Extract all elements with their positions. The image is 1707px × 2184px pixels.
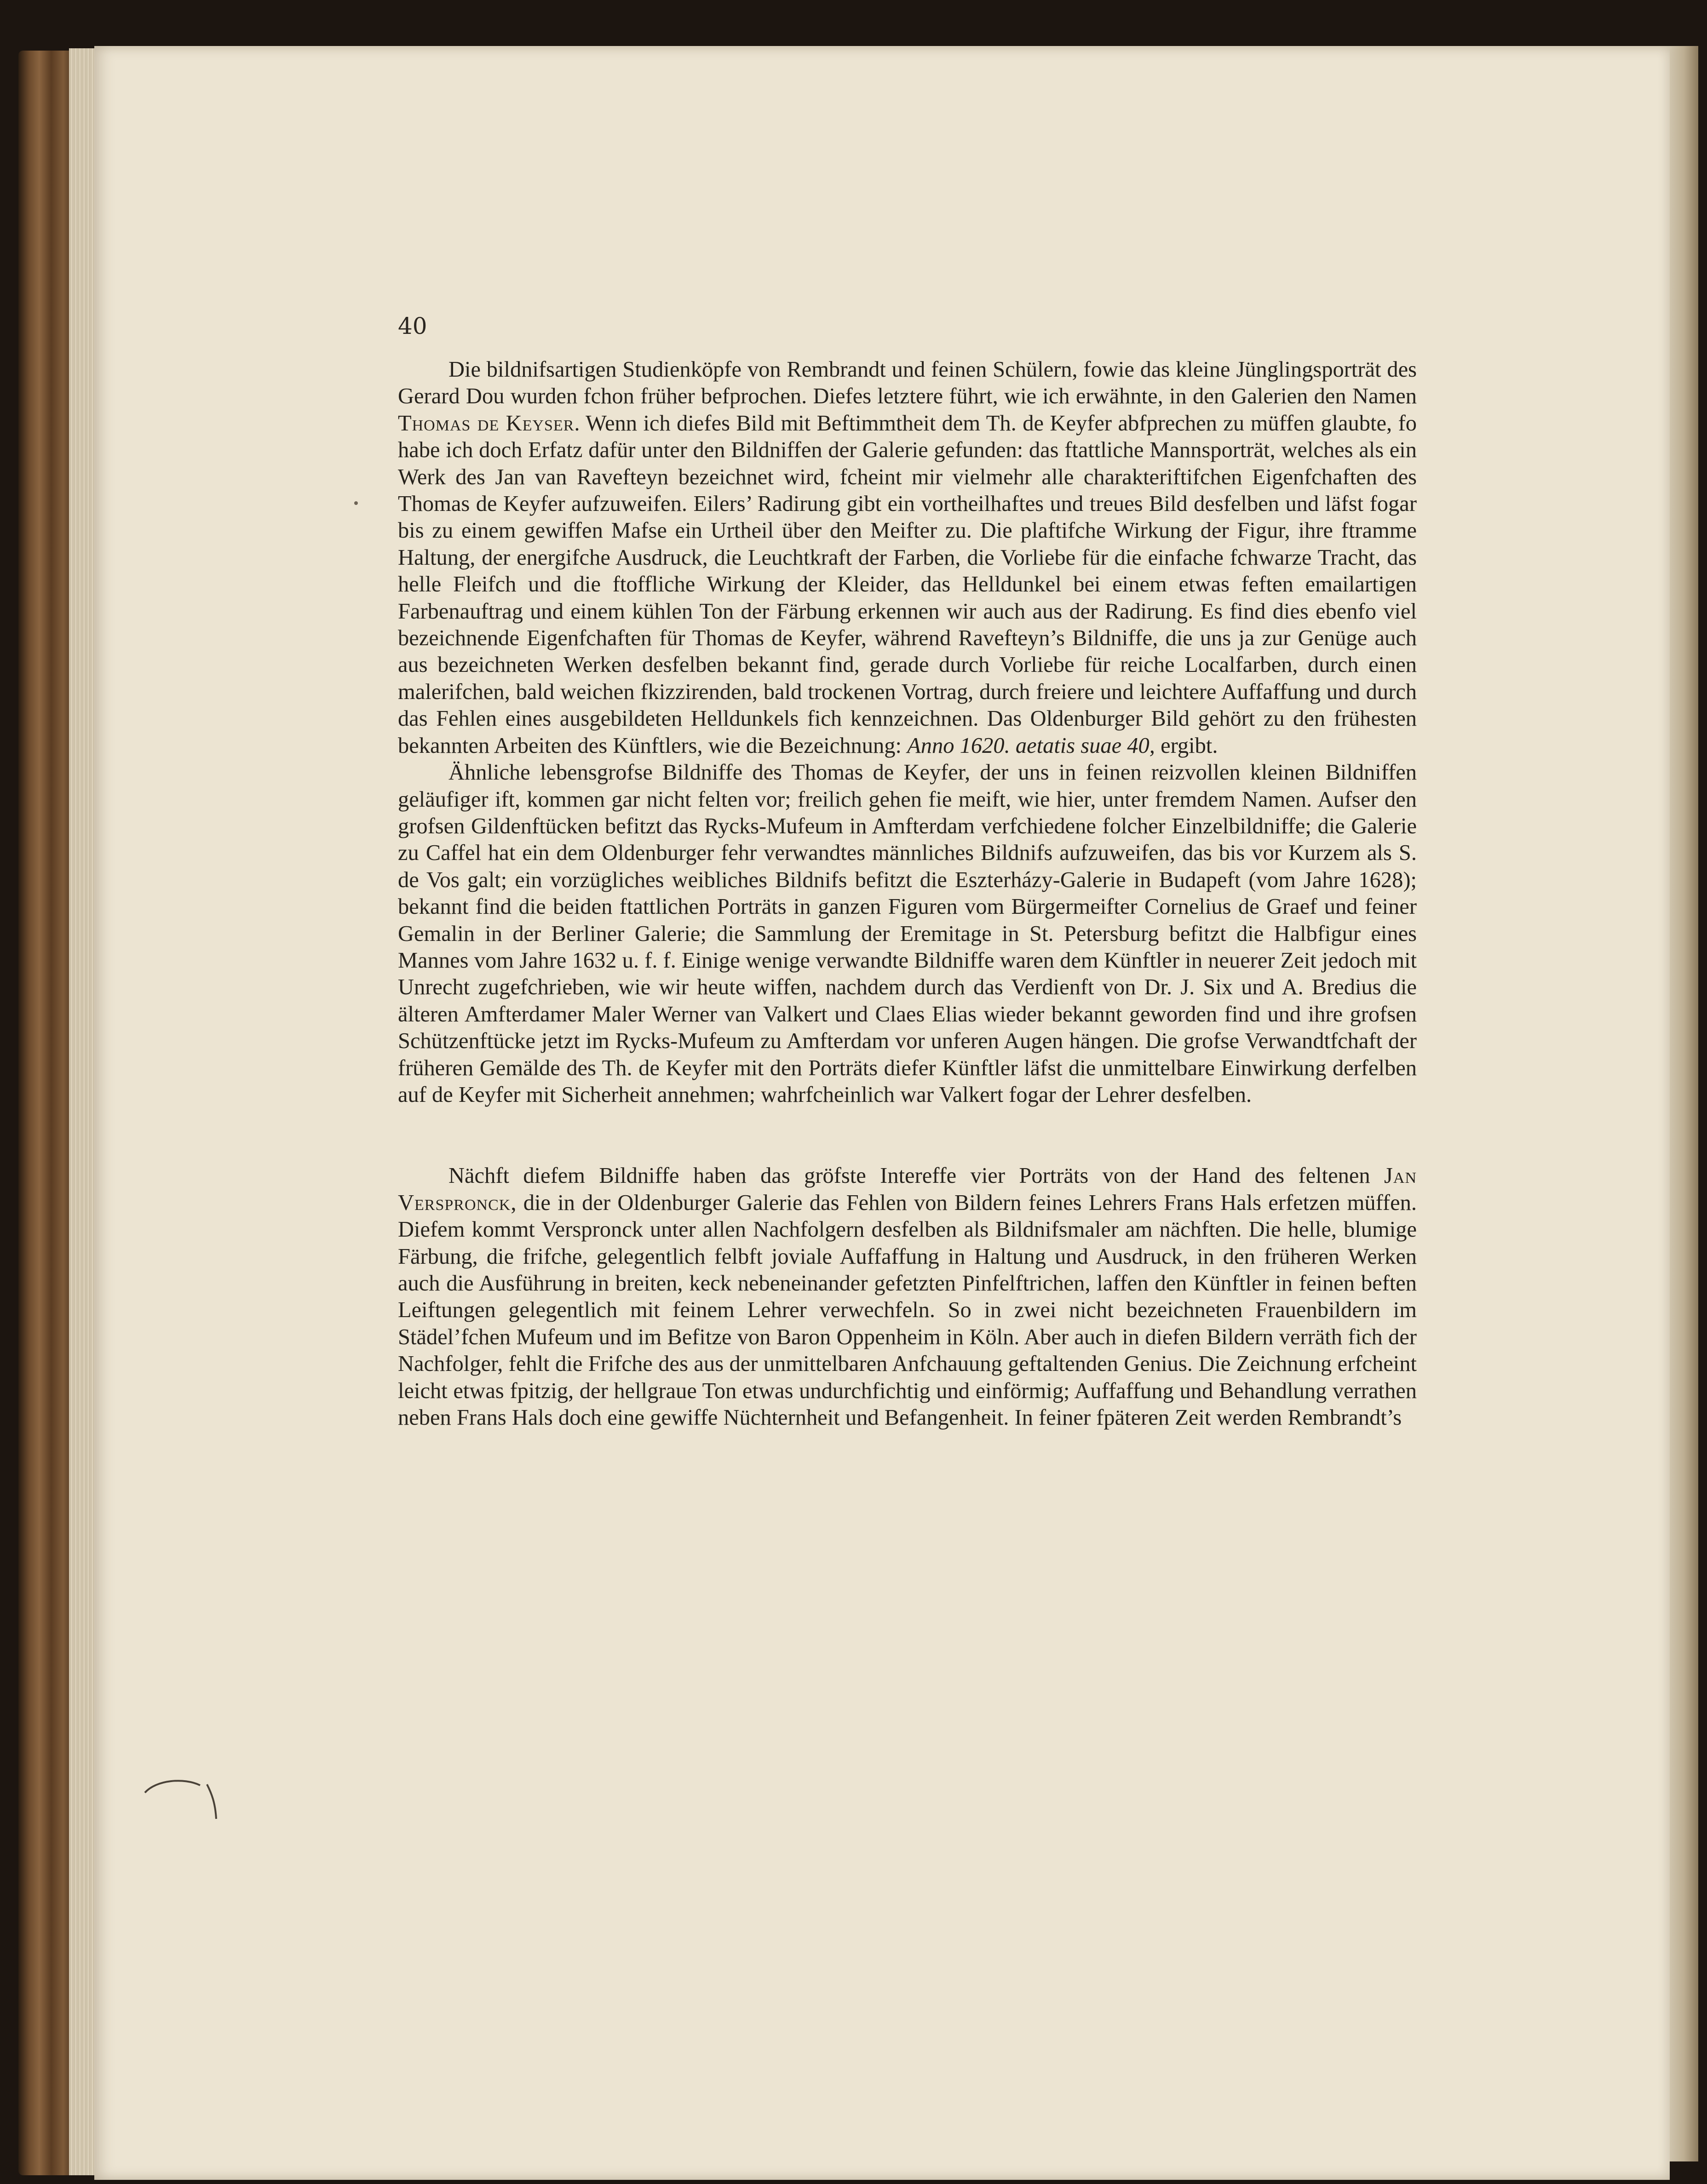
text-segment: . Wenn ich diefes Bild mit Beftimmtheit dem Th. de Keyfer abfprechen zu müffen glaubte, fo habe ich doch Erfatz dafür unter den Bildniffen der Galerie gefunden: das ftattliche Mannsporträt, welches als ein Werk des Jan van Ravefteyn bezeichnet wird, fcheint mir vielmehr alle charakteriftifchen Eigenfchaften des Thomas de Keyfer aufzuweifen. Eilers’ Radirung gibt ein vortheilhaftes und treues Bild desfelben und läfst fogar bis zu einem gewiffen Mafse ein Urtheil über den Meifter zu. Die plaftifche Wirkung der Figur, ihre ftramme Haltung, der energifche Ausdruck, die Leuchtkraft der Farben, die Vorliebe für die einfache fchwarze Tracht, das helle Fleifch und die ftoffliche Wirkung der Kleider, das Helldunkel bei einem etwas feften emailartigen Farbenauftrag und einem kühlen Ton der Färbung erkennen wir auch aus der Radirung. Es find dies ebenfo viel bezeichnende Eigenfchaften für Thomas de Keyfer, während Ravefteyn’s Bildniffe, die uns ja zur Genüge auch aus bezeichneten Werken desfelben bekannt find, gerade durch Vorliebe für reiche Localfarben, durch einen malerifchen, bald weichen fkizzirenden, bald trockenen Vortrag, durch freiere und leichtere Auffaffung und durch das Fehlen eines ausgebildeten Helldunkels fich kennzeichnen. Das Oldenburger Bild gehört zu den frühesten bekannten Arbeiten des Künftlers, wie die Bezeichnung: <box>398 411 1417 758</box>
pencil-mark <box>143 1775 225 1830</box>
margin-dot <box>354 501 358 505</box>
body-text <box>398 356 1417 1431</box>
page-number: 40 <box>398 313 427 339</box>
text-segment: Ähnliche lebensgrofse Bildniffe des Thomas de Keyfer, der uns in feinen reizvollen kleinen Bildniffen geläufiger ift, kommen gar nicht felten vor; freilich gehen fie meift, wie hier, unter fremdem Namen. Aufser den grofsen Gildenftücken befitzt das Rycks-Mufeum in Amfterdam verfchiedene folcher Einzelbildniffe; die Galerie zu Caffel hat ein dem Oldenburger fehr verwandtes männliches Bildnifs aufzuweifen, das bis vor Kurzem als S. de Vos galt; ein vorzügliches weibliches Bildnifs befitzt die Eszterházy-Galerie in Budapeft (vom Jahre 1628); bekannt find die beiden ftattlichen Porträts in ganzen Figuren vom Bürgermeifter Cornelius de Graef und feiner Gemalin in der Berliner Galerie; die Sammlung der Eremitage in St. Petersburg befitzt die Halbfigur eines Mannes vom Jahre 1632 u. f. f. Einige wenige verwandte Bildniffe waren dem Künftler in neuerer Zeit jedoch mit Unrecht zugefchrieben, wie wir heute wiffen, nachdem durch das Verdienft von Dr. J. Six und A. Bredius die älteren Amfterdamer Maler Werner van Valkert und Claes Elias wieder bekannt geworden find und ihre grofsen Schützenftücke jetzt im Rycks-Mufeum zu Amfterdam vor unferen Augen hängen. Die grofse Verwandtfchaft der früheren Gemälde des Th. de Keyfer mit den Porträts diefer Künftler läfst die unmittelbare Einwirkung derfelben auf de Keyfer mit Sicherheit annehmen; wahrfcheinlich war Valkert fogar der Lehrer desfelben. <box>398 760 1417 1107</box>
text-segment: , die in der Oldenburger Galerie das Fehlen von Bildern feines Lehrers Frans Hals erfetzen müffen. Diefem kommt Verspronck unter allen Nachfolgern desfelben als Bildnifsmaler am nächften. Die helle, blumige Färbung, die frifche, gelegentlich felbft joviale Auffaffung in Haltung und Ausdruck, in den früheren Werken auch die Ausführung in breiten, keck nebeneinander gefetzten Pinfelftrichen, laffen den Künftler in feinen beften Leiftungen gelegentlich mit feinem Lehrer verwechfeln. So in zwei nicht bezeichneten Frauenbildern im Städel’fchen Mufeum und im Befitze von Baron Oppenheim in Köln. Aber auch in diefen Bildern verräth fich der Nachfolger, fehlt die Frifche des aus der unmittelbaren Anfchauung geftaltenden Genius. Die Zeichnung erfcheint leicht etwas fpitzig, der hellgraue Ton etwas undurchfichtig und einförmig; Auffaffung und Behandlung verrathen neben Frans Hals doch eine gewiffe Nüchternheit und Befangenheit. In feiner fpäteren Zeit werden Rembrandt’s <box>398 1190 1417 1430</box>
right-page-edge <box>1670 46 1698 2161</box>
text-segment: Nächft diefem Bildniffe haben das gröfste Intereffe vier Porträts von der Hand des feltenen <box>448 1164 1385 1188</box>
paragraph-keyser-portraits <box>398 759 1417 1108</box>
section-gap <box>398 1108 1417 1163</box>
inscription-italic: Anno 1620. aetatis suae 40, <box>907 733 1155 758</box>
text-segment: Die bildnifsartigen Studienköpfe von Rembrandt und feinen Schülern, fowie das kleine Jünglingsporträt des Gerard Dou wurden fchon früher befprochen. Diefes letztere führt, wie ich erwähnte, in den Galerien den Namen <box>398 357 1417 409</box>
paragraph-keyser-intro <box>398 356 1417 759</box>
artist-name-keyser: Thomas de Keyser <box>398 411 575 436</box>
artist-name-verspronck: Jan Verspronck <box>398 1164 1417 1215</box>
paragraph-verspronck <box>398 1163 1417 1431</box>
text-segment: ergibt. <box>1155 733 1218 758</box>
